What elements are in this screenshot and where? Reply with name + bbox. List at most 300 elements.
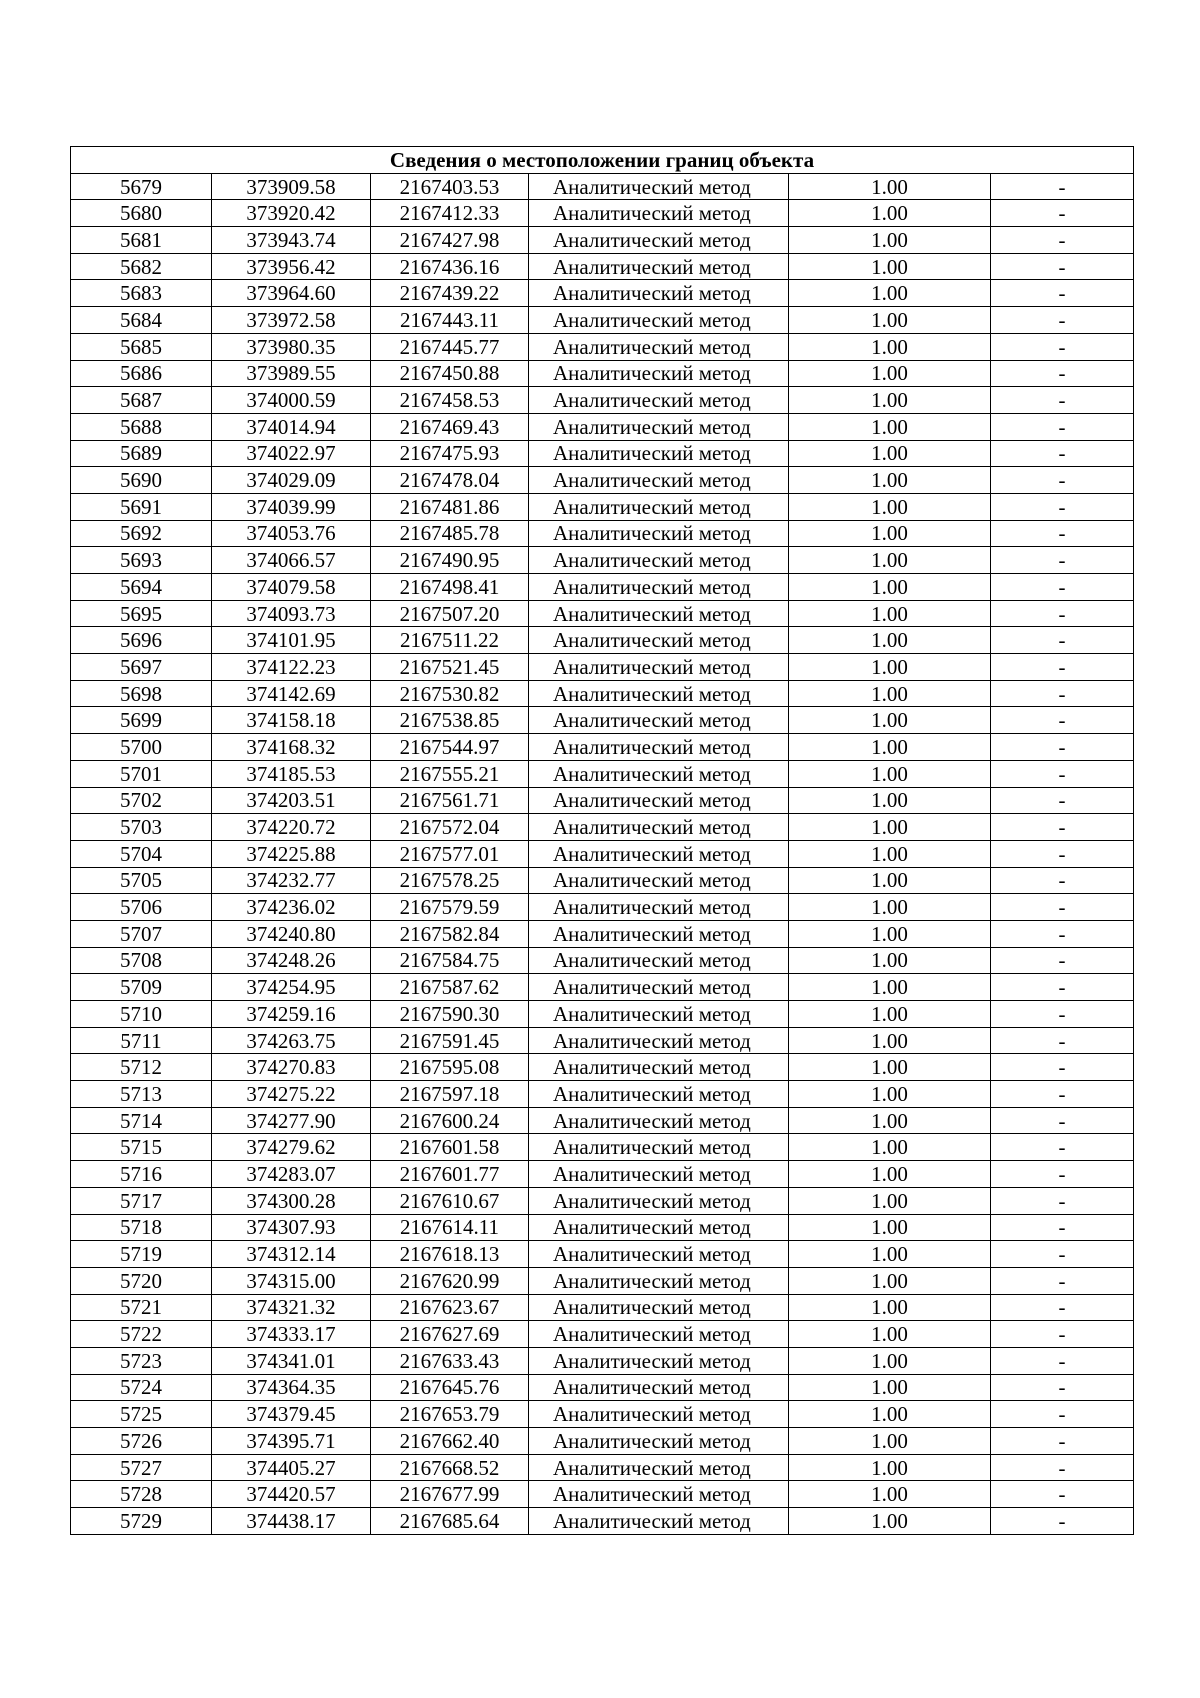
accuracy-cell: 1.00 (789, 1294, 991, 1321)
y-coordinate-cell: 2167458.53 (371, 387, 529, 414)
point-number-cell: 5727 (71, 1454, 212, 1481)
description-cell: - (991, 1508, 1134, 1535)
x-coordinate-cell: 374185.53 (212, 760, 371, 787)
method-cell: Аналитический метод (529, 707, 789, 734)
method-cell: Аналитический метод (529, 440, 789, 467)
description-cell: - (991, 467, 1134, 494)
table-row (71, 547, 1134, 574)
x-coordinate-cell: 373956.42 (212, 253, 371, 280)
boundary-coordinates-table (70, 146, 1134, 1535)
description-cell: - (991, 840, 1134, 867)
accuracy-cell: 1.00 (789, 1107, 991, 1134)
point-number-cell: 5682 (71, 253, 212, 280)
y-coordinate-cell: 2167610.67 (371, 1187, 529, 1214)
accuracy-cell: 1.00 (789, 627, 991, 654)
point-number-cell: 5685 (71, 333, 212, 360)
method-cell: Аналитический метод (529, 307, 789, 334)
description-cell: - (991, 974, 1134, 1001)
y-coordinate-cell: 2167572.04 (371, 814, 529, 841)
y-coordinate-cell: 2167620.99 (371, 1267, 529, 1294)
y-coordinate-cell: 2167662.40 (371, 1428, 529, 1455)
method-cell: Аналитический метод (529, 280, 789, 307)
table-row (71, 227, 1134, 254)
description-cell: - (991, 707, 1134, 734)
method-cell: Аналитический метод (529, 1107, 789, 1134)
table-row (71, 1001, 1134, 1028)
description-cell: - (991, 734, 1134, 761)
x-coordinate-cell: 374158.18 (212, 707, 371, 734)
method-cell: Аналитический метод (529, 1401, 789, 1428)
accuracy-cell: 1.00 (789, 787, 991, 814)
method-cell: Аналитический метод (529, 1187, 789, 1214)
accuracy-cell: 1.00 (789, 867, 991, 894)
method-cell: Аналитический метод (529, 734, 789, 761)
point-number-cell: 5688 (71, 413, 212, 440)
table-row (71, 1187, 1134, 1214)
description-cell: - (991, 1294, 1134, 1321)
description-cell: - (991, 413, 1134, 440)
x-coordinate-cell: 374321.32 (212, 1294, 371, 1321)
y-coordinate-cell: 2167498.41 (371, 574, 529, 601)
method-cell: Аналитический метод (529, 1428, 789, 1455)
x-coordinate-cell: 373909.58 (212, 173, 371, 200)
y-coordinate-cell: 2167597.18 (371, 1081, 529, 1108)
y-coordinate-cell: 2167538.85 (371, 707, 529, 734)
table-row (71, 1027, 1134, 1054)
point-number-cell: 5714 (71, 1107, 212, 1134)
x-coordinate-cell: 374283.07 (212, 1161, 371, 1188)
table-row (71, 413, 1134, 440)
method-cell: Аналитический метод (529, 654, 789, 681)
table-row (71, 1134, 1134, 1161)
table-row (71, 1481, 1134, 1508)
description-cell: - (991, 760, 1134, 787)
y-coordinate-cell: 2167443.11 (371, 307, 529, 334)
method-cell: Аналитический метод (529, 814, 789, 841)
description-cell: - (991, 200, 1134, 227)
method-cell: Аналитический метод (529, 467, 789, 494)
x-coordinate-cell: 374220.72 (212, 814, 371, 841)
point-number-cell: 5721 (71, 1294, 212, 1321)
table-row (71, 173, 1134, 200)
x-coordinate-cell: 374277.90 (212, 1107, 371, 1134)
description-cell: - (991, 1241, 1134, 1268)
description-cell: - (991, 1267, 1134, 1294)
point-number-cell: 5702 (71, 787, 212, 814)
method-cell: Аналитический метод (529, 1214, 789, 1241)
y-coordinate-cell: 2167623.67 (371, 1294, 529, 1321)
accuracy-cell: 1.00 (789, 1027, 991, 1054)
method-cell: Аналитический метод (529, 1294, 789, 1321)
description-cell: - (991, 1347, 1134, 1374)
table-row (71, 280, 1134, 307)
table-row (71, 574, 1134, 601)
method-cell: Аналитический метод (529, 920, 789, 947)
y-coordinate-cell: 2167587.62 (371, 974, 529, 1001)
point-number-cell: 5684 (71, 307, 212, 334)
y-coordinate-cell: 2167485.78 (371, 520, 529, 547)
y-coordinate-cell: 2167439.22 (371, 280, 529, 307)
y-coordinate-cell: 2167481.86 (371, 493, 529, 520)
description-cell: - (991, 1374, 1134, 1401)
accuracy-cell: 1.00 (789, 493, 991, 520)
x-coordinate-cell: 374420.57 (212, 1481, 371, 1508)
method-cell: Аналитический метод (529, 787, 789, 814)
table-row (71, 1374, 1134, 1401)
accuracy-cell: 1.00 (789, 1374, 991, 1401)
table-row (71, 200, 1134, 227)
point-number-cell: 5694 (71, 574, 212, 601)
method-cell: Аналитический метод (529, 867, 789, 894)
accuracy-cell: 1.00 (789, 814, 991, 841)
table-row (71, 707, 1134, 734)
point-number-cell: 5681 (71, 227, 212, 254)
accuracy-cell: 1.00 (789, 1081, 991, 1108)
accuracy-cell: 1.00 (789, 200, 991, 227)
y-coordinate-cell: 2167600.24 (371, 1107, 529, 1134)
y-coordinate-cell: 2167618.13 (371, 1241, 529, 1268)
y-coordinate-cell: 2167530.82 (371, 680, 529, 707)
table-row (71, 920, 1134, 947)
description-cell: - (991, 1401, 1134, 1428)
y-coordinate-cell: 2167511.22 (371, 627, 529, 654)
point-number-cell: 5686 (71, 360, 212, 387)
method-cell: Аналитический метод (529, 520, 789, 547)
table-row (71, 1081, 1134, 1108)
accuracy-cell: 1.00 (789, 760, 991, 787)
method-cell: Аналитический метод (529, 680, 789, 707)
point-number-cell: 5711 (71, 1027, 212, 1054)
x-coordinate-cell: 374000.59 (212, 387, 371, 414)
method-cell: Аналитический метод (529, 1027, 789, 1054)
accuracy-cell: 1.00 (789, 974, 991, 1001)
accuracy-cell: 1.00 (789, 1508, 991, 1535)
table-row (71, 1107, 1134, 1134)
accuracy-cell: 1.00 (789, 387, 991, 414)
point-number-cell: 5728 (71, 1481, 212, 1508)
y-coordinate-cell: 2167427.98 (371, 227, 529, 254)
method-cell: Аналитический метод (529, 413, 789, 440)
point-number-cell: 5680 (71, 200, 212, 227)
x-coordinate-cell: 374168.32 (212, 734, 371, 761)
table-row (71, 440, 1134, 467)
description-cell: - (991, 947, 1134, 974)
x-coordinate-cell: 374312.14 (212, 1241, 371, 1268)
point-number-cell: 5701 (71, 760, 212, 787)
description-cell: - (991, 1321, 1134, 1348)
x-coordinate-cell: 373989.55 (212, 360, 371, 387)
method-cell: Аналитический метод (529, 547, 789, 574)
table-row (71, 493, 1134, 520)
method-cell: Аналитический метод (529, 1081, 789, 1108)
point-number-cell: 5693 (71, 547, 212, 574)
table-row (71, 654, 1134, 681)
x-coordinate-cell: 374395.71 (212, 1428, 371, 1455)
accuracy-cell: 1.00 (789, 173, 991, 200)
point-number-cell: 5705 (71, 867, 212, 894)
table-row (71, 1347, 1134, 1374)
table-row (71, 734, 1134, 761)
y-coordinate-cell: 2167561.71 (371, 787, 529, 814)
method-cell: Аналитический метод (529, 387, 789, 414)
table-row (71, 680, 1134, 707)
description-cell: - (991, 547, 1134, 574)
y-coordinate-cell: 2167555.21 (371, 760, 529, 787)
accuracy-cell: 1.00 (789, 413, 991, 440)
description-cell: - (991, 1454, 1134, 1481)
x-coordinate-cell: 374315.00 (212, 1267, 371, 1294)
description-cell: - (991, 333, 1134, 360)
method-cell: Аналитический метод (529, 840, 789, 867)
point-number-cell: 5704 (71, 840, 212, 867)
y-coordinate-cell: 2167633.43 (371, 1347, 529, 1374)
x-coordinate-cell: 374259.16 (212, 1001, 371, 1028)
accuracy-cell: 1.00 (789, 654, 991, 681)
x-coordinate-cell: 374236.02 (212, 894, 371, 921)
table-row (71, 894, 1134, 921)
x-coordinate-cell: 374029.09 (212, 467, 371, 494)
y-coordinate-cell: 2167584.75 (371, 947, 529, 974)
point-number-cell: 5722 (71, 1321, 212, 1348)
point-number-cell: 5716 (71, 1161, 212, 1188)
x-coordinate-cell: 374279.62 (212, 1134, 371, 1161)
table-row (71, 600, 1134, 627)
method-cell: Аналитический метод (529, 360, 789, 387)
y-coordinate-cell: 2167653.79 (371, 1401, 529, 1428)
point-number-cell: 5691 (71, 493, 212, 520)
method-cell: Аналитический метод (529, 333, 789, 360)
accuracy-cell: 1.00 (789, 547, 991, 574)
table-row (71, 840, 1134, 867)
description-cell: - (991, 787, 1134, 814)
description-cell: - (991, 440, 1134, 467)
method-cell: Аналитический метод (529, 574, 789, 601)
x-coordinate-cell: 374379.45 (212, 1401, 371, 1428)
y-coordinate-cell: 2167601.77 (371, 1161, 529, 1188)
table-row (71, 867, 1134, 894)
method-cell: Аналитический метод (529, 1508, 789, 1535)
point-number-cell: 5724 (71, 1374, 212, 1401)
description-cell: - (991, 867, 1134, 894)
description-cell: - (991, 627, 1134, 654)
y-coordinate-cell: 2167591.45 (371, 1027, 529, 1054)
point-number-cell: 5683 (71, 280, 212, 307)
description-cell: - (991, 574, 1134, 601)
table-title-row (71, 147, 1134, 174)
table-row (71, 974, 1134, 1001)
y-coordinate-cell: 2167445.77 (371, 333, 529, 360)
description-cell: - (991, 1481, 1134, 1508)
point-number-cell: 5695 (71, 600, 212, 627)
description-cell: - (991, 814, 1134, 841)
table-row (71, 1454, 1134, 1481)
description-cell: - (991, 227, 1134, 254)
point-number-cell: 5726 (71, 1428, 212, 1455)
point-number-cell: 5703 (71, 814, 212, 841)
y-coordinate-cell: 2167478.04 (371, 467, 529, 494)
y-coordinate-cell: 2167475.93 (371, 440, 529, 467)
method-cell: Аналитический метод (529, 1001, 789, 1028)
description-cell: - (991, 1081, 1134, 1108)
x-coordinate-cell: 374122.23 (212, 654, 371, 681)
x-coordinate-cell: 374341.01 (212, 1347, 371, 1374)
x-coordinate-cell: 374053.76 (212, 520, 371, 547)
description-cell: - (991, 1107, 1134, 1134)
accuracy-cell: 1.00 (789, 1347, 991, 1374)
y-coordinate-cell: 2167577.01 (371, 840, 529, 867)
method-cell: Аналитический метод (529, 1454, 789, 1481)
accuracy-cell: 1.00 (789, 600, 991, 627)
y-coordinate-cell: 2167677.99 (371, 1481, 529, 1508)
x-coordinate-cell: 374225.88 (212, 840, 371, 867)
method-cell: Аналитический метод (529, 1241, 789, 1268)
x-coordinate-cell: 374142.69 (212, 680, 371, 707)
accuracy-cell: 1.00 (789, 280, 991, 307)
accuracy-cell: 1.00 (789, 1161, 991, 1188)
accuracy-cell: 1.00 (789, 1454, 991, 1481)
x-coordinate-cell: 374022.97 (212, 440, 371, 467)
method-cell: Аналитический метод (529, 1481, 789, 1508)
accuracy-cell: 1.00 (789, 520, 991, 547)
x-coordinate-cell: 374014.94 (212, 413, 371, 440)
accuracy-cell: 1.00 (789, 440, 991, 467)
table-row (71, 760, 1134, 787)
accuracy-cell: 1.00 (789, 1134, 991, 1161)
table-row (71, 1294, 1134, 1321)
table-row (71, 360, 1134, 387)
x-coordinate-cell: 374333.17 (212, 1321, 371, 1348)
point-number-cell: 5696 (71, 627, 212, 654)
x-coordinate-cell: 374101.95 (212, 627, 371, 654)
x-coordinate-cell: 374275.22 (212, 1081, 371, 1108)
table-row (71, 1214, 1134, 1241)
description-cell: - (991, 1428, 1134, 1455)
point-number-cell: 5725 (71, 1401, 212, 1428)
method-cell: Аналитический метод (529, 1321, 789, 1348)
point-number-cell: 5718 (71, 1214, 212, 1241)
accuracy-cell: 1.00 (789, 360, 991, 387)
accuracy-cell: 1.00 (789, 1267, 991, 1294)
y-coordinate-cell: 2167579.59 (371, 894, 529, 921)
point-number-cell: 5713 (71, 1081, 212, 1108)
x-coordinate-cell: 373972.58 (212, 307, 371, 334)
method-cell: Аналитический метод (529, 1347, 789, 1374)
method-cell: Аналитический метод (529, 974, 789, 1001)
point-number-cell: 5687 (71, 387, 212, 414)
x-coordinate-cell: 374039.99 (212, 493, 371, 520)
y-coordinate-cell: 2167685.64 (371, 1508, 529, 1535)
table-row (71, 1267, 1134, 1294)
accuracy-cell: 1.00 (789, 1481, 991, 1508)
table-title: Сведения о местоположении границ объекта (71, 147, 1134, 174)
accuracy-cell: 1.00 (789, 1428, 991, 1455)
y-coordinate-cell: 2167645.76 (371, 1374, 529, 1401)
y-coordinate-cell: 2167627.69 (371, 1321, 529, 1348)
x-coordinate-cell: 374093.73 (212, 600, 371, 627)
x-coordinate-cell: 374364.35 (212, 1374, 371, 1401)
method-cell: Аналитический метод (529, 227, 789, 254)
x-coordinate-cell: 374254.95 (212, 974, 371, 1001)
x-coordinate-cell: 373943.74 (212, 227, 371, 254)
x-coordinate-cell: 374263.75 (212, 1027, 371, 1054)
y-coordinate-cell: 2167614.11 (371, 1214, 529, 1241)
point-number-cell: 5709 (71, 974, 212, 1001)
accuracy-cell: 1.00 (789, 307, 991, 334)
y-coordinate-cell: 2167544.97 (371, 734, 529, 761)
accuracy-cell: 1.00 (789, 1001, 991, 1028)
description-cell: - (991, 1001, 1134, 1028)
description-cell: - (991, 1027, 1134, 1054)
y-coordinate-cell: 2167450.88 (371, 360, 529, 387)
table-row (71, 387, 1134, 414)
description-cell: - (991, 920, 1134, 947)
accuracy-cell: 1.00 (789, 467, 991, 494)
table-row (71, 1401, 1134, 1428)
point-number-cell: 5690 (71, 467, 212, 494)
accuracy-cell: 1.00 (789, 1321, 991, 1348)
x-coordinate-cell: 374240.80 (212, 920, 371, 947)
table-body (71, 173, 1134, 1534)
point-number-cell: 5720 (71, 1267, 212, 1294)
table-row (71, 814, 1134, 841)
method-cell: Аналитический метод (529, 1374, 789, 1401)
x-coordinate-cell: 374270.83 (212, 1054, 371, 1081)
table-row (71, 947, 1134, 974)
description-cell: - (991, 894, 1134, 921)
accuracy-cell: 1.00 (789, 707, 991, 734)
point-number-cell: 5719 (71, 1241, 212, 1268)
description-cell: - (991, 1214, 1134, 1241)
x-coordinate-cell: 373920.42 (212, 200, 371, 227)
point-number-cell: 5707 (71, 920, 212, 947)
method-cell: Аналитический метод (529, 253, 789, 280)
y-coordinate-cell: 2167578.25 (371, 867, 529, 894)
x-coordinate-cell: 374438.17 (212, 1508, 371, 1535)
y-coordinate-cell: 2167490.95 (371, 547, 529, 574)
y-coordinate-cell: 2167590.30 (371, 1001, 529, 1028)
x-coordinate-cell: 374066.57 (212, 547, 371, 574)
x-coordinate-cell: 374300.28 (212, 1187, 371, 1214)
y-coordinate-cell: 2167436.16 (371, 253, 529, 280)
method-cell: Аналитический метод (529, 894, 789, 921)
table-row (71, 1508, 1134, 1535)
method-cell: Аналитический метод (529, 600, 789, 627)
accuracy-cell: 1.00 (789, 920, 991, 947)
point-number-cell: 5729 (71, 1508, 212, 1535)
description-cell: - (991, 680, 1134, 707)
point-number-cell: 5717 (71, 1187, 212, 1214)
point-number-cell: 5679 (71, 173, 212, 200)
description-cell: - (991, 1161, 1134, 1188)
accuracy-cell: 1.00 (789, 947, 991, 974)
point-number-cell: 5700 (71, 734, 212, 761)
point-number-cell: 5715 (71, 1134, 212, 1161)
method-cell: Аналитический метод (529, 1161, 789, 1188)
point-number-cell: 5699 (71, 707, 212, 734)
method-cell: Аналитический метод (529, 1134, 789, 1161)
y-coordinate-cell: 2167403.53 (371, 173, 529, 200)
description-cell: - (991, 1187, 1134, 1214)
y-coordinate-cell: 2167469.43 (371, 413, 529, 440)
x-coordinate-cell: 373980.35 (212, 333, 371, 360)
accuracy-cell: 1.00 (789, 734, 991, 761)
description-cell: - (991, 654, 1134, 681)
x-coordinate-cell: 374405.27 (212, 1454, 371, 1481)
point-number-cell: 5692 (71, 520, 212, 547)
description-cell: - (991, 493, 1134, 520)
table-row (71, 787, 1134, 814)
accuracy-cell: 1.00 (789, 1241, 991, 1268)
